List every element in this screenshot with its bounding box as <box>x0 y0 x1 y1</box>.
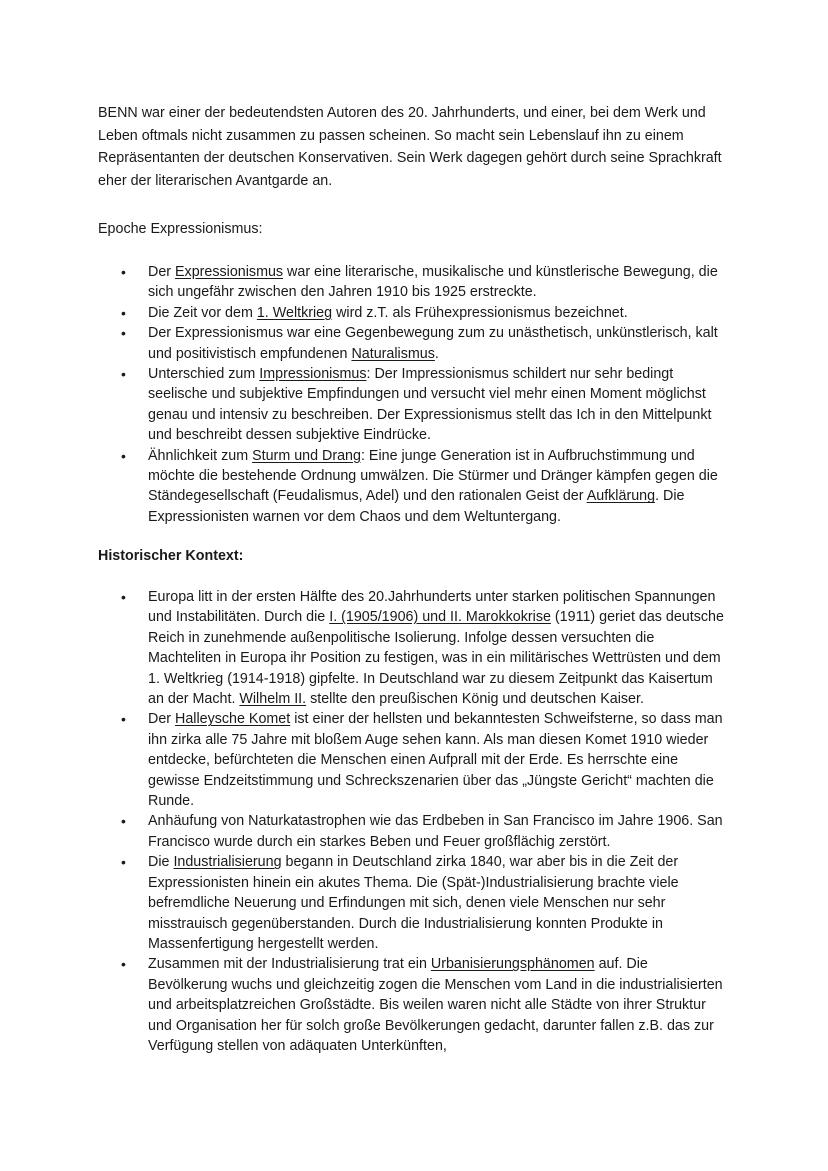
list-item: • Der Expressionismus war eine Gegenbewegung zum zu unästhetisch, unkünstlerisch, kalt und positivistisch empfundenen Naturalismus. <box>121 325 718 362</box>
link-expressionismus[interactable]: Expressionismus <box>175 264 284 280</box>
list-item: • Anhäufung von Naturkatastrophen wie das Erdbeben in San Francisco im Jahre 1906. San Francisco wurde durch ein starkes Beben und Feuer großflächig zerstört. <box>121 813 723 850</box>
kontext-heading: Historischer Kontext: <box>98 548 244 564</box>
bullet-icon: • <box>121 447 126 464</box>
link-sturm-und-drang[interactable]: Sturm und Drang <box>252 447 361 464</box>
intro-paragraph: BENN war einer der bedeutendsten Autoren des 20. Jahrhunderts, und einer, bei dem Werk und Leben oftmals nicht zusammen zu passen scheinen. So macht sein Lebenslauf ihn zu einem Repräsentanten der deutschen Konservativen. Sein Werk dagegen gehört durch seine Sprachkraft eher der literarischen Avantgarde an. <box>98 105 722 189</box>
link-naturalismus[interactable]: Naturalismus <box>351 345 435 362</box>
link-marokkokrise[interactable]: I. (1905/1906) und II. Marokkokrise <box>329 609 551 626</box>
bullet-icon: • <box>121 304 126 321</box>
list-item: • Europa litt in der ersten Hälfte des 20.Jahrhunderts unter starken politischen Spannungen und Instabilitäten. Durch die I. (1905/1906) und II. Marokkokrise (1911) geriet das deutsche Reich in zunehmende außenpolitische Isolierung. Infolge dessen versuchten die Machteliten in Europa ihr Position zu festigen, was in ein militärisches Wettrüsten und dem 1. Weltkrieg (1914-1918) gipfelte. In Deutschland war zu diesem Zeitpunkt das Kaisertum an der Macht. Wilhelm II. stellte den preußischen König und deutschen Kaiser. <box>121 589 724 708</box>
bullet-icon: • <box>121 325 126 342</box>
bullet-icon: • <box>121 813 126 830</box>
list-item: • Die Industrialisierung begann in Deutschland zirka 1840, war aber bis in die Zeit der Expressionisten hinein ein akutes Thema. Die (Spät-)Industrialisierung brachte viele befremdliche Neuerung und Erfindungen mit sich, denen viele Menschen nur sehr misstrauisch gegenüberstanden. Durch die Industrialisierung konnten Produkte in Massenfertigung hergestellt werden. <box>121 854 679 952</box>
link-urbanisierungsphaenomen[interactable]: Urbanisierungsphänomen <box>430 956 595 973</box>
bullet-icon: • <box>121 366 126 383</box>
link-aufklaerung[interactable]: Aufklärung <box>586 488 656 505</box>
list-item: • Der Expressionismus war eine literarische, musikalische und künstlerische Bewegung, die sich ungefähr zwischen den Jahren 1910 bis 1925 erstreckte. <box>121 264 718 301</box>
link-halleysche-komet[interactable]: Halleysche Komet <box>175 711 291 728</box>
bullet-icon: • <box>121 956 126 973</box>
list-item: • Unterschied zum Impressionismus: Der Impressionismus schildert nur sehr bedingt seelische und subjektive Empfindungen und versucht viel mehr einen Moment möglichst genau und intensiv zu beschreiben. Der Expressionismus stellt das Ich in den Mittelpunkt und beschreibt dessen subjektive Eindrücke. <box>121 366 712 444</box>
epoche-list <box>0 262 828 527</box>
kontext-list <box>0 587 828 1056</box>
bullet-icon: • <box>121 589 126 605</box>
list-item: • Zusammen mit der Industrialisierung trat ein Urbanisierungsphänomen auf. Die Bevölkerung wuchs und gleichzeitig zogen die Menschen vom Land in die industrialisierten und arbeitsplatzreichen Großstädte. Bis weilen waren nicht alle Städte von ihrer Struktur und Organisation her für solch große Bevölkerungen gedacht, darunter fallen z.B. das zur Verfügung stellen von adäquaten Unterkünften, <box>121 956 723 1054</box>
epoche-heading: Epoche Expressionismus: <box>98 221 263 237</box>
list-item: • Der Halleysche Komet ist einer der hellsten und bekanntesten Schweifsterne, so dass man ihn zirka alle 75 Jahre mit bloßem Auge sehen kann. Als man diesen Komet 1910 wieder entdecke, befürchteten die Menschen einen Aufprall mit der Erde. Es herrschte eine gewisse Endzeitstimmung und Schreckszenarien über das „Jüngste Gericht“ machten die Runde. <box>121 711 723 810</box>
bullet-icon: • <box>121 854 126 871</box>
link-wilhelm-ii[interactable]: Wilhelm II. <box>239 691 307 708</box>
bullet-icon: • <box>121 711 126 728</box>
link-industrialisierung[interactable]: Industrialisierung <box>173 854 282 871</box>
link-weltkrieg[interactable]: 1. Weltkrieg <box>256 304 333 321</box>
list-item: • Ähnlichkeit zum Sturm und Drang: Eine junge Generation ist in Aufbruchstimmung und möchte die bestehende Ordnung umwälzen. Die Stürmer und Dränger kämpfen gegen die Ständegesellschaft (Feudalismus, Adel) und den rationalen Geist der Aufklärung. Die Expressionisten warnen vor dem Chaos und dem Weltuntergang. <box>121 447 718 525</box>
list-item: • Die Zeit vor dem 1. Weltkrieg wird z.T. als Frühexpressionismus bezeichnet. <box>0 303 730 323</box>
bullet-icon: • <box>121 264 126 280</box>
link-impressionismus[interactable]: Impressionismus <box>259 366 367 383</box>
